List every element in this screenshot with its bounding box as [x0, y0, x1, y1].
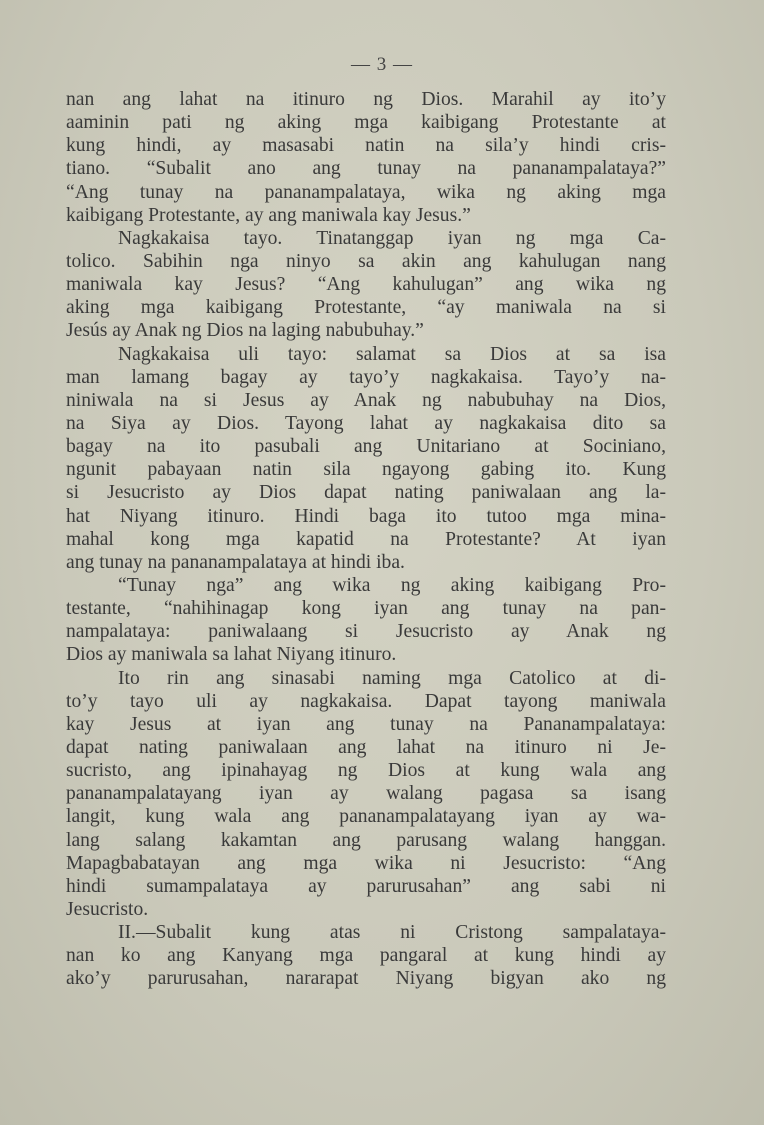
text-line: kay Jesus at iyan ang tunay na Pananampalataya: — [66, 713, 666, 735]
body-text — [66, 88, 666, 990]
text-line: ako’y parurusahan, nararapat Niyang bigyan ako ng — [66, 968, 666, 990]
text-line: aaminin pati ng aking mga kaibigang Protestante at — [66, 112, 666, 134]
text-line: lang salang kakamtan ang parusang walang hanggan. — [66, 829, 666, 851]
text-line: ang tunay na pananampalataya at hindi iba. — [66, 551, 405, 573]
text-line: Nagkakaisa uli tayo: salamat sa Dios at sa isa — [118, 343, 666, 365]
text-line: testante, “nahihinagap kong iyan ang tunay na pan- — [66, 598, 666, 620]
text-line: Jesús ay Anak ng Dios na laging nabubuhay.” — [66, 320, 424, 342]
text-line: to’y tayo uli ay nagkakaisa. Dapat tayong maniwala — [66, 690, 666, 712]
text-line: “Ang tunay na pananampalataya, wika ng aking mga — [66, 181, 666, 203]
text-line: dapat nating paniwalaan ang lahat na itinuro ni Je- — [66, 736, 666, 758]
text-line: niniwala na si Jesus ay Anak ng nabubuhay na Dios, — [66, 389, 666, 411]
text-line: na Siya ay Dios. Tayong lahat ay nagkakaisa dito sa — [66, 412, 666, 434]
text-line: maniwala kay Jesus? “Ang kahulugan” ang wika ng — [66, 274, 666, 296]
text-line: hindi sumampalataya ay parurusahan” ang sabi ni — [66, 875, 666, 897]
text-line: sucristo, ang ipinahayag ng Dios at kung wala ang — [66, 760, 666, 782]
text-line: langit, kung wala ang pananampalatayang iyan ay wa- — [66, 806, 666, 828]
text-line: tolico. Sabihin nga ninyo sa akin ang kahulugan nang — [66, 250, 666, 272]
text-line: kaibigang Protestante, ay ang maniwala kay Jesus.” — [66, 204, 471, 226]
text-line: Ito rin ang sinasabi naming mga Catolico at di- — [118, 667, 666, 689]
text-line: “Tunay nga” ang wika ng aking kaibigang Pro- — [118, 574, 666, 596]
text-line: tiano. “Subalit ano ang tunay na pananampalataya?” — [66, 158, 666, 180]
text-line: Jesucristo. — [66, 898, 149, 920]
text-line: aking mga kaibigang Protestante, “ay maniwala na si — [66, 297, 666, 319]
text-line: II.—Subalit kung atas ni Cristong sampalataya- — [118, 922, 666, 944]
text-line: mahal kong mga kapatid na Protestante? At iyan — [66, 528, 666, 550]
text-line: nan ko ang Kanyang mga pangaral at kung hindi ay — [66, 945, 666, 967]
text-line: nampalataya: paniwalaang si Jesucristo ay Anak ng — [66, 621, 666, 643]
text-line: Dios ay maniwala sa lahat Niyang itinuro. — [66, 644, 397, 666]
text-line: man lamang bagay ay tayo’y nagkakaisa. Tayo’y na- — [66, 366, 666, 388]
text-line: pananampalatayang iyan ay walang pagasa sa isang — [66, 783, 666, 805]
text-line: bagay na ito pasubali ang Unitariano at Sociniano, — [66, 436, 666, 458]
text-line: ngunit pabayaan natin sila ngayong gabing ito. Kung — [66, 459, 666, 481]
text-line: hat Niyang itinuro. Hindi baga ito tutoo mga mina- — [66, 505, 666, 527]
text-line: nan ang lahat na itinuro ng Dios. Marahil ay ito’y — [66, 89, 666, 110]
text-line: kung hindi, ay masasabi natin na sila’y hindi cris- — [66, 135, 666, 157]
text-line: Nagkakaisa tayo. Tinatanggap iyan ng mga Ca- — [118, 227, 666, 249]
text-line: Mapagbabatayan ang mga wika ni Jesucristo: “Ang — [66, 852, 666, 874]
text-line: si Jesucristo ay Dios dapat nating paniwalaan ang la- — [66, 482, 666, 504]
page-number: — 3 — — [351, 54, 413, 75]
